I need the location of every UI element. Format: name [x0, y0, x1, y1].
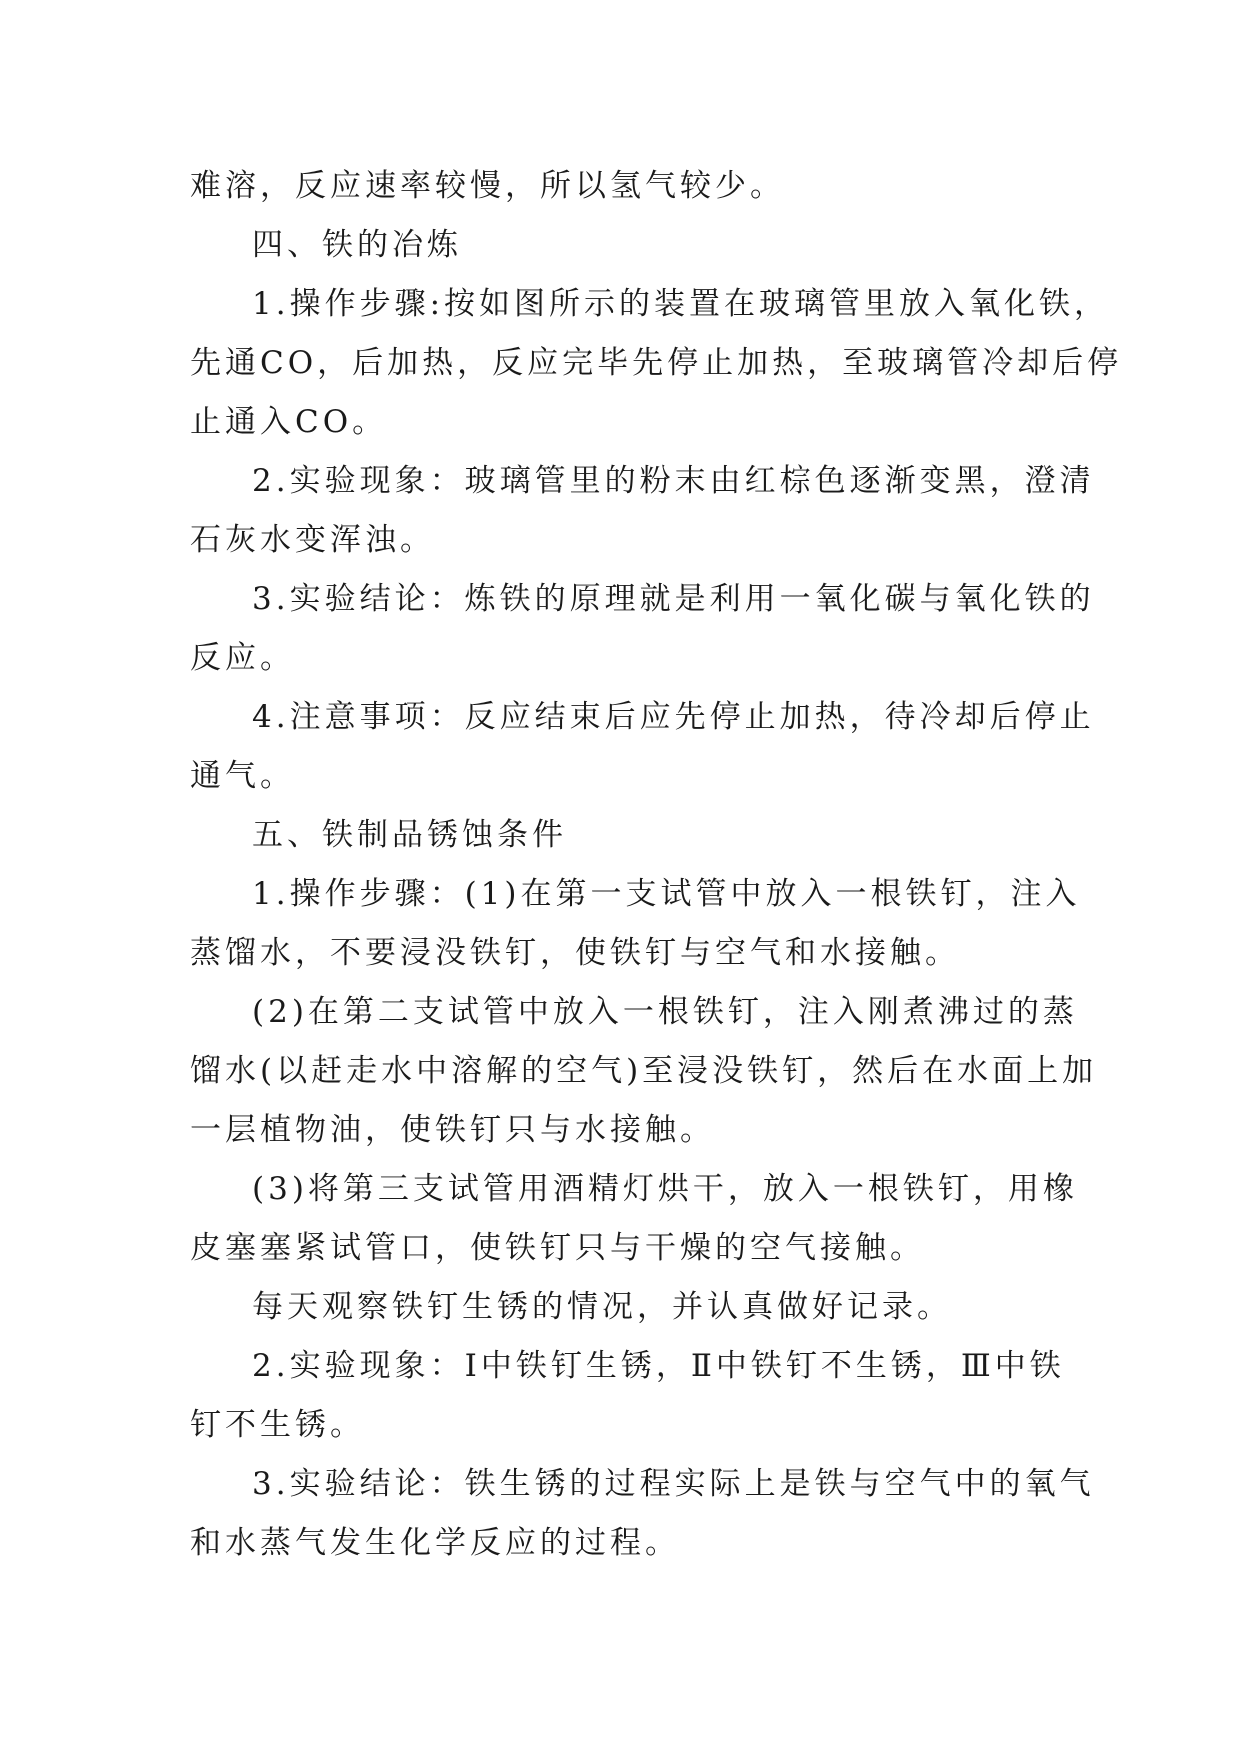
text-line: 反应。 — [190, 640, 295, 676]
text-line: 2.实验现象：Ⅰ中铁钉生锈，Ⅱ中铁钉不生锈，Ⅲ中铁 — [252, 1348, 1065, 1384]
text-line: 一层植物油，使铁钉只与水接触。 — [190, 1112, 715, 1148]
text-line: 蒸馏水，不要浸没铁钉，使铁钉与空气和水接触。 — [190, 935, 960, 971]
text-line: 通气。 — [190, 758, 295, 794]
text-line: 1.操作步骤:按如图所示的装置在玻璃管里放入氧化铁， — [252, 286, 1110, 322]
text-line: (2)在第二支试管中放入一根铁钉，注入刚煮沸过的蒸 — [252, 994, 1078, 1030]
section-heading: 四、铁的冶炼 — [252, 227, 462, 263]
text-line: 1.操作步骤：(1)在第一支试管中放入一根铁钉，注入 — [252, 876, 1081, 912]
text-line: 和水蒸气发生化学反应的过程。 — [190, 1525, 680, 1561]
text-line: 难溶，反应速率较慢，所以氢气较少。 — [190, 168, 785, 204]
text-line: 3.实验结论：铁生锈的过程实际上是铁与空气中的氧气 — [252, 1466, 1095, 1502]
text-line: 馏水(以赶走水中溶解的空气)至浸没铁钉，然后在水面上加 — [190, 1053, 1098, 1089]
text-line: (3)将第三支试管用酒精灯烘干，放入一根铁钉，用橡 — [252, 1171, 1078, 1207]
text-line: 钉不生锈。 — [190, 1407, 365, 1443]
text-line: 皮塞塞紧试管口，使铁钉只与干燥的空气接触。 — [190, 1230, 925, 1266]
text-line: 先通CO，后加热，反应完毕先停止加热，至玻璃管冷却后停 — [190, 345, 1123, 381]
text-line: 每天观察铁钉生锈的情况，并认真做好记录。 — [252, 1289, 952, 1325]
section-heading: 五、铁制品锈蚀条件 — [252, 817, 567, 853]
text-line: 止通入CO。 — [190, 404, 388, 440]
text-line: 石灰水变浑浊。 — [190, 522, 435, 558]
text-line: 3.实验结论：炼铁的原理就是利用一氧化碳与氧化铁的 — [252, 581, 1095, 617]
document-body — [190, 157, 1123, 1573]
text-line: 4.注意事项：反应结束后应先停止加热，待冷却后停止 — [252, 699, 1095, 735]
text-line: 2.实验现象：玻璃管里的粉末由红棕色逐渐变黑，澄清 — [252, 463, 1095, 499]
